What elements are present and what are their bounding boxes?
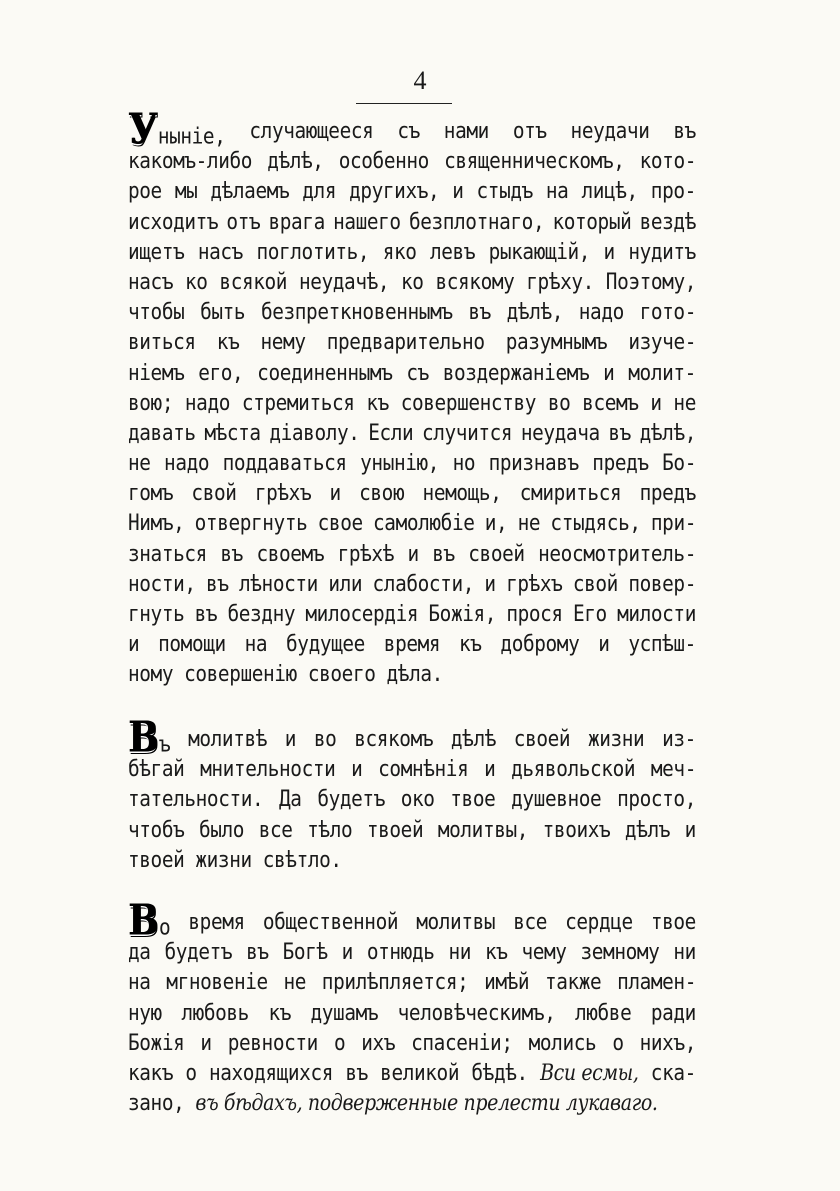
text-line: Божія и ревности о ихъ спасеніи; молись о нихъ, [128, 1028, 696, 1056]
text-line: чтобы быть безпреткновеннымъ въ дѣлѣ, надо гото- [128, 298, 696, 325]
text-line: на мгновеніе не прилѣпляется; имѣй также пламен- [128, 968, 696, 996]
text-line: ніемъ его, соединеннымъ съ воздержаніемъ и молит- [128, 358, 696, 386]
paragraph-1 [128, 105, 696, 690]
text-line: насъ ко всякой неудачѣ, ко всякому грѣху. Поэтому, [128, 268, 696, 295]
paragraph-3 [128, 896, 696, 1118]
italic-quote-end: въ бѣдахъ, подверженные прелести лукаваго. [195, 1090, 658, 1116]
text-line: да будетъ въ Богѣ и отнюдь ни къ чему земному ни [128, 938, 696, 965]
paragraph-2 [128, 713, 696, 875]
text-line: рое мы дѣлаемъ для другихъ, и стыдъ на лицѣ, про- [128, 177, 696, 205]
text-line: гнуть въ бездну милосердія Божія, прося Его милости [128, 600, 696, 627]
text-line: Уныніе, случающееся съ нами отъ неудачи въ [128, 105, 696, 155]
text-line: знаться въ своемъ грѣхѣ и въ своей неосмотритель- [128, 539, 696, 567]
header-rule [356, 103, 452, 104]
italic-quote-start: Вси есмы, [540, 1060, 639, 1086]
text-line: не надо поддаваться унынію, но признавъ предъ Бо- [128, 449, 696, 476]
text-line: какомъ-либо дѣлѣ, особенно священническомъ, кото- [128, 147, 696, 174]
text-line: Нимъ, отвергнуть свое самолюбіе и, не стыдясь, при- [128, 509, 696, 537]
text-line: ную любовь къ душамъ человѣческимъ, любве ради [128, 998, 696, 1026]
text-line: ности, въ лѣности или слабости, и грѣхъ свой повер- [128, 569, 696, 597]
text-line: ищетъ насъ поглотить, яко левъ рыкающій, и нудитъ [128, 237, 696, 265]
drop-cap-initial: У [128, 105, 157, 155]
text-line: вою; надо стремиться къ совершенству во всемъ и не [128, 388, 696, 416]
text-line: Въ молитвѣ и во всякомъ дѣлѣ своей жизни из- [128, 713, 696, 763]
text-line: давать мѣста діаволу. Если случится неудача въ дѣлѣ, [128, 418, 696, 446]
text-line: бѣгай мнительности и сомнѣнія и дьявольской меч- [128, 755, 696, 782]
text-line: тательности. Да будетъ око твое душевное просто, [128, 785, 696, 813]
text-line: исходитъ отъ врага нашего безплотнаго, который вездѣ [128, 207, 696, 235]
text-line: Во время общественной молитвы все сердце твое [128, 896, 696, 946]
text-line: зано, въ бѣдахъ, подверженные прелести лукаваго. [128, 1086, 696, 1121]
text-line: гомъ свой грѣхъ и свою немощь, смириться предъ [128, 479, 696, 506]
text-line: чтобъ было все тѣло твоей молитвы, твоихъ дѣлъ и [128, 815, 696, 843]
page-number: 4 [413, 66, 427, 95]
text-line: виться къ нему предварительно разумнымъ изуче- [128, 328, 696, 356]
drop-cap-initial: В [128, 713, 159, 763]
text-line: ному совершенію своего дѣла. [128, 660, 443, 688]
drop-cap-initial: В [128, 896, 159, 946]
text-line: какъ о находящихся въ великой бѣдѣ. Вси есмы, ска- [128, 1056, 696, 1091]
text-line: твоей жизни свѣтло. [128, 845, 342, 873]
text-line: и помощи на будущее время къ доброму и успѣш- [128, 630, 696, 657]
